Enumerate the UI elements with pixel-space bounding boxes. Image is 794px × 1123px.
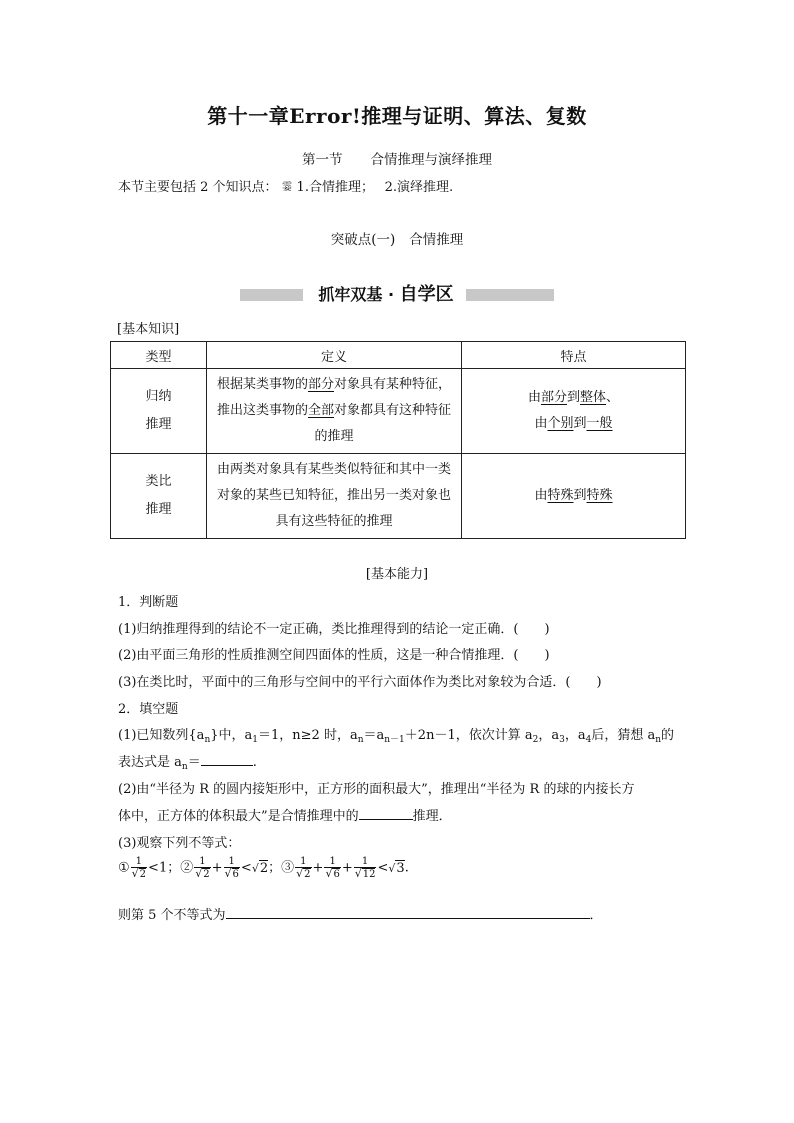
inequality-marker: ；③ (268, 860, 295, 876)
fraction: $\frac{1}{√2}$ (296, 856, 311, 880)
section-number: 第一节 (302, 152, 343, 168)
question-heading: 2．填空题 (118, 702, 179, 717)
chapter-title: 第十一章Error!推理与证明、算法、复数 (207, 104, 587, 128)
fill-item: (2)由“半径为 R 的圆内接矩形中，正方形的面积最大”，推理出“半径为 R 的球的内接长方 (118, 782, 635, 797)
basic-knowledge-label: [基本知识] (117, 322, 180, 337)
feature-text: 由 (527, 390, 541, 405)
fill-text: ＋2n－1，依次计算 a (404, 728, 533, 743)
section-name: 合情推理与演绎推理 (370, 152, 492, 168)
knowledge-table (110, 341, 686, 539)
fill-text: ＝ (187, 755, 201, 770)
intro-prefix: 本节主要包括 2 个知识点： (118, 180, 278, 195)
radical: √3 (388, 860, 405, 876)
table-row (111, 369, 686, 454)
fill-item: 表达式是 $a_n=$ . (118, 755, 257, 772)
feature-cell (462, 454, 686, 539)
feature-key: 一般 (586, 416, 613, 431)
type-line: 归纳 (145, 389, 172, 404)
fill-text: ． (589, 908, 603, 923)
fill-text: (1)已知数列{a (118, 728, 205, 743)
feature-key: 特殊 (586, 488, 613, 503)
definition-text: 对象都具有这种特征的推理 (314, 403, 452, 444)
definition-cell: 由两类对象具有某些类似特征和其中一类对象的某些已知特征，推出另一类对象也具有这些特征的推理 (207, 454, 462, 539)
feature-text: 到 (573, 488, 587, 503)
banner-label (308, 283, 464, 307)
fill-text: 后，猜想 a (591, 728, 656, 743)
feature-text: 到 (573, 416, 587, 431)
basic-ability-label: [基本能力] (365, 567, 429, 582)
radical: √2 (251, 860, 269, 876)
table-row (111, 454, 686, 539)
breakthrough-number: 突破点(一) (330, 232, 396, 248)
feature-key: 整体 (580, 390, 607, 405)
definition-cell (207, 369, 462, 454)
fill-text: ，a (538, 728, 560, 743)
feature-text: 由 (534, 488, 548, 503)
feature-cell (462, 369, 686, 454)
feature-key: 特殊 (547, 488, 574, 503)
answer-blank[interactable] (226, 906, 590, 919)
header-definition: 定义 (207, 342, 462, 369)
intro-items: 1.合情推理； 2.演绎推理. (296, 180, 454, 195)
feature-key: 部分 (540, 390, 567, 405)
type-line: 类比 (145, 474, 172, 489)
fraction: $\frac{1}{√6}$ (224, 856, 239, 880)
feature-text: 、 (606, 390, 620, 405)
banner-label-left: 抓牢双基 · (318, 285, 400, 304)
inequality-text: < (377, 860, 389, 876)
fill-text: ＝1，n≥2 时，a (258, 728, 358, 743)
table-header-row (111, 342, 686, 369)
header-feature: 特点 (462, 342, 686, 369)
fill-text: 的 (661, 728, 675, 743)
breakthrough-name: 合情推理 (409, 232, 464, 248)
fill-text: ，a (564, 728, 586, 743)
fraction: $\frac{1}{√2}$ (131, 856, 147, 880)
fraction: $\frac{1}{√2}$ (195, 856, 210, 880)
feature-text: 由 (534, 416, 548, 431)
inequality-marker: ；② (167, 860, 194, 876)
inequality-text: < (240, 860, 252, 876)
type-line: 推理 (145, 502, 172, 517)
fraction: $\frac{1}{√6}$ (325, 856, 340, 880)
fill-text: 推理． (412, 809, 452, 824)
banner-bar-left (240, 289, 303, 301)
header-type: 类型 (111, 342, 207, 369)
fraction: $\frac{1}{√12}$ (354, 856, 376, 880)
fill-text: ＝a (363, 728, 385, 743)
type-cell (111, 369, 207, 454)
definition-key: 全部 (307, 403, 334, 418)
judgement-item: (1)归纳推理得到的结论不一定正确，类比推理得到的结论一定正确．( ) (118, 622, 550, 637)
answer-blank[interactable] (359, 807, 413, 820)
fill-text: . (252, 755, 257, 770)
fill-item: (3)观察下列不等式： (118, 836, 241, 851)
type-line: 推理 (145, 417, 172, 432)
question-heading: 1．判断题 (118, 595, 179, 610)
inequality-marker: ① (118, 860, 130, 876)
definition-text: 根据某类事物的 (216, 377, 308, 392)
feature-text: 到 (566, 390, 580, 405)
knowledge-icon: 霎 (282, 182, 293, 193)
answer-blank[interactable] (201, 753, 253, 766)
judgement-item: (2)由平面三角形的性质推测空间四面体的性质，这是一种合情推理．( ) (118, 648, 550, 663)
fill-text: }中，a (210, 728, 253, 743)
fill-text: 体中，正方体的体积最大”是合情推理中的 (118, 809, 359, 824)
judgement-item: (3)在类比时，平面中的三角形与空间中的平行六面体作为类比对象较为合适．( ) (118, 675, 602, 690)
inequality-text: <1 (148, 860, 168, 876)
inequality-list: ① $\frac{1}{√2}$ <1；② $\frac{1}{√2}$ + $\frac{1}{√6}$ <√2；③ $\frac{1}{√2}$ + $\frac{1}{√6}$ + $\frac{1}{√12}$ <√3. (118, 856, 409, 880)
banner-bar-right (466, 289, 554, 301)
fill-text: 表达式是 a (118, 755, 182, 770)
section-title (0, 148, 794, 168)
banner-label-right: 自学区 (399, 284, 454, 305)
section-intro (118, 176, 453, 195)
section-banner (240, 283, 554, 307)
breakthrough-heading (0, 228, 794, 248)
definition-key: 部分 (307, 377, 334, 392)
fill-item (118, 805, 452, 824)
type-cell (111, 454, 207, 539)
fill-item: (1)已知数列$\{a_n\}$中，$a_1=1$，n≥2 时，$a_n=a_{n-1}+2n-1$，依次计算 $a_2$，$a_3$，$a_4$后，猜想 $a_n$的 (118, 728, 675, 745)
feature-key: 个别 (547, 416, 574, 431)
definition-text: 对象具有某种特征，推出这类事物的 (216, 377, 452, 418)
fill-item (118, 904, 603, 923)
fill-text: 则第 5 个不等式为 (118, 908, 226, 923)
